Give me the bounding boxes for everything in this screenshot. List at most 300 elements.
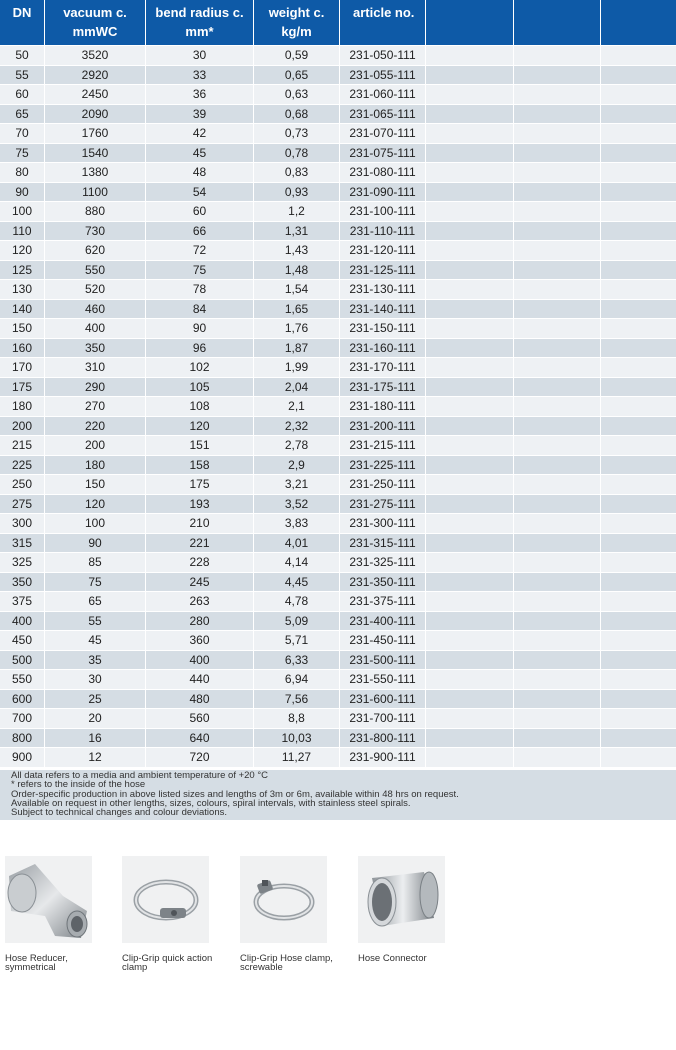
hose-clamp-image (240, 856, 327, 943)
cell-weight: 0,78 (254, 144, 340, 163)
cell-bend-radius: 66 (146, 222, 254, 241)
cell-dn: 100 (0, 202, 45, 221)
cell-empty (601, 339, 676, 358)
cell-dn: 275 (0, 495, 45, 514)
table-row (0, 514, 676, 533)
cell-dn: 215 (0, 436, 45, 455)
cell-empty (426, 358, 514, 377)
header-empty-2 (514, 0, 601, 45)
table-row (0, 397, 676, 416)
cell-bend-radius: 78 (146, 280, 254, 299)
cell-bend-radius: 360 (146, 631, 254, 650)
cell-empty (426, 475, 514, 494)
cell-weight: 1,2 (254, 202, 340, 221)
cell-dn: 90 (0, 183, 45, 202)
cell-dn: 170 (0, 358, 45, 377)
cell-article-no: 231-250-111 (340, 475, 426, 494)
cell-bend-radius: 84 (146, 300, 254, 319)
table-row (0, 46, 676, 65)
cell-empty (601, 144, 676, 163)
cell-empty (426, 222, 514, 241)
cell-article-no: 231-350-111 (340, 573, 426, 592)
cell-empty (514, 183, 601, 202)
hose-reducer-image (5, 856, 92, 943)
cell-dn: 800 (0, 729, 45, 748)
cell-dn: 600 (0, 690, 45, 709)
cell-article-no: 231-060-111 (340, 85, 426, 104)
cell-empty (601, 105, 676, 124)
cell-article-no: 231-070-111 (340, 124, 426, 143)
cell-article-no: 231-075-111 (340, 144, 426, 163)
table-body (0, 46, 676, 767)
cell-empty (426, 534, 514, 553)
cell-empty (601, 592, 676, 611)
cell-bend-radius: 640 (146, 729, 254, 748)
table-row (0, 495, 676, 514)
cell-bend-radius: 72 (146, 241, 254, 260)
cell-weight: 4,01 (254, 534, 340, 553)
cell-dn: 50 (0, 46, 45, 65)
cell-empty (514, 709, 601, 728)
cell-empty (514, 456, 601, 475)
cell-empty (601, 573, 676, 592)
cell-vacuum: 730 (45, 222, 146, 241)
cell-vacuum: 30 (45, 670, 146, 689)
cell-weight: 0,59 (254, 46, 340, 65)
cell-vacuum: 350 (45, 339, 146, 358)
cell-article-no: 231-055-111 (340, 66, 426, 85)
cell-article-no: 231-325-111 (340, 553, 426, 572)
cell-empty (601, 300, 676, 319)
cell-weight: 2,04 (254, 378, 340, 397)
cell-empty (426, 280, 514, 299)
cell-weight: 6,94 (254, 670, 340, 689)
table-row (0, 339, 676, 358)
cell-weight: 11,27 (254, 748, 340, 767)
cell-dn: 300 (0, 514, 45, 533)
cell-article-no: 231-050-111 (340, 46, 426, 65)
table-row (0, 358, 676, 377)
cell-empty (426, 183, 514, 202)
cell-vacuum: 200 (45, 436, 146, 455)
cell-bend-radius: 720 (146, 748, 254, 767)
cell-empty (514, 280, 601, 299)
cell-empty (601, 183, 676, 202)
quick-action-clamp-image (122, 856, 209, 943)
cell-dn: 200 (0, 417, 45, 436)
cell-article-no: 231-140-111 (340, 300, 426, 319)
cell-empty (426, 378, 514, 397)
cell-bend-radius: 221 (146, 534, 254, 553)
cell-article-no: 231-450-111 (340, 631, 426, 650)
table-header (0, 0, 676, 45)
cell-empty (426, 495, 514, 514)
cell-dn: 140 (0, 300, 45, 319)
cell-vacuum: 35 (45, 651, 146, 670)
header-dn: DN (0, 0, 45, 45)
cell-article-no: 231-400-111 (340, 612, 426, 631)
cell-vacuum: 85 (45, 553, 146, 572)
cell-empty (426, 748, 514, 767)
cell-empty (514, 202, 601, 221)
cell-dn: 350 (0, 573, 45, 592)
note-availability: Available on request in other lengths, sizes, colours, spiral intervals, with stainless steel spirals. (11, 797, 411, 809)
cell-vacuum: 880 (45, 202, 146, 221)
cell-article-no: 231-180-111 (340, 397, 426, 416)
cell-article-no: 231-130-111 (340, 280, 426, 299)
cell-empty (426, 105, 514, 124)
cell-dn: 315 (0, 534, 45, 553)
cell-dn: 250 (0, 475, 45, 494)
cell-article-no: 231-125-111 (340, 261, 426, 280)
cell-bend-radius: 228 (146, 553, 254, 572)
cell-empty (601, 709, 676, 728)
cell-dn: 80 (0, 163, 45, 182)
cell-vacuum: 460 (45, 300, 146, 319)
cell-empty (426, 690, 514, 709)
cell-empty (426, 397, 514, 416)
cell-empty (601, 378, 676, 397)
cell-dn: 180 (0, 397, 45, 416)
table-row (0, 300, 676, 319)
cell-empty (601, 534, 676, 553)
cell-vacuum: 1760 (45, 124, 146, 143)
cell-vacuum: 550 (45, 261, 146, 280)
cell-weight: 0,73 (254, 124, 340, 143)
cell-vacuum: 12 (45, 748, 146, 767)
table-row (0, 202, 676, 221)
cell-empty (601, 436, 676, 455)
cell-article-no: 231-215-111 (340, 436, 426, 455)
cell-empty (514, 300, 601, 319)
cell-empty (426, 670, 514, 689)
table-row (0, 280, 676, 299)
cell-bend-radius: 75 (146, 261, 254, 280)
cell-weight: 1,87 (254, 339, 340, 358)
product-hose-connector[interactable] (358, 856, 468, 963)
cell-empty (601, 729, 676, 748)
cell-empty (601, 222, 676, 241)
cell-dn: 900 (0, 748, 45, 767)
cell-bend-radius: 96 (146, 339, 254, 358)
cell-empty (426, 241, 514, 260)
cell-bend-radius: 480 (146, 690, 254, 709)
table-row (0, 319, 676, 338)
cell-empty (514, 124, 601, 143)
cell-weight: 3,21 (254, 475, 340, 494)
cell-empty (601, 553, 676, 572)
cell-empty (601, 319, 676, 338)
cell-empty (426, 612, 514, 631)
cell-weight: 1,48 (254, 261, 340, 280)
cell-weight: 10,03 (254, 729, 340, 748)
cell-article-no: 231-375-111 (340, 592, 426, 611)
cell-weight: 3,83 (254, 514, 340, 533)
cell-vacuum: 120 (45, 495, 146, 514)
cell-empty (601, 202, 676, 221)
cell-empty (601, 475, 676, 494)
cell-weight: 7,56 (254, 690, 340, 709)
cell-dn: 500 (0, 651, 45, 670)
cell-bend-radius: 45 (146, 144, 254, 163)
cell-dn: 125 (0, 261, 45, 280)
cell-bend-radius: 280 (146, 612, 254, 631)
cell-empty (514, 534, 601, 553)
cell-empty (514, 690, 601, 709)
cell-dn: 225 (0, 456, 45, 475)
cell-empty (514, 163, 601, 182)
cell-article-no: 231-550-111 (340, 670, 426, 689)
cell-empty (514, 85, 601, 104)
product-hose-reducer[interactable] (5, 856, 115, 972)
cell-vacuum: 150 (45, 475, 146, 494)
cell-bend-radius: 42 (146, 124, 254, 143)
cell-article-no: 231-150-111 (340, 319, 426, 338)
cell-article-no: 231-080-111 (340, 163, 426, 182)
table-row (0, 534, 676, 553)
note-inside-hose: * refers to the inside of the hose (11, 779, 146, 791)
cell-empty (514, 339, 601, 358)
cell-vacuum: 3520 (45, 46, 146, 65)
cell-dn: 175 (0, 378, 45, 397)
cell-article-no: 231-700-111 (340, 709, 426, 728)
footnotes (0, 770, 676, 820)
cell-empty (601, 748, 676, 767)
cell-empty (514, 573, 601, 592)
cell-bend-radius: 158 (146, 456, 254, 475)
cell-article-no: 231-225-111 (340, 456, 426, 475)
cell-empty (514, 631, 601, 650)
cell-article-no: 231-800-111 (340, 729, 426, 748)
cell-weight: 4,45 (254, 573, 340, 592)
cell-bend-radius: 210 (146, 514, 254, 533)
product-quick-action-clamp[interactable] (122, 856, 232, 972)
cell-weight: 4,78 (254, 592, 340, 611)
cell-dn: 75 (0, 144, 45, 163)
cell-empty (601, 358, 676, 377)
cell-empty (426, 163, 514, 182)
cell-empty (601, 417, 676, 436)
header-weight: weight c. kg/m (254, 0, 340, 45)
cell-vacuum: 1380 (45, 163, 146, 182)
cell-empty (426, 319, 514, 338)
cell-vacuum: 2920 (45, 66, 146, 85)
cell-vacuum: 1540 (45, 144, 146, 163)
header-empty-1 (426, 0, 514, 45)
table-row (0, 241, 676, 260)
cell-weight: 1,65 (254, 300, 340, 319)
cell-bend-radius: 193 (146, 495, 254, 514)
hose-connector-image (358, 856, 445, 943)
table-row (0, 222, 676, 241)
cell-bend-radius: 105 (146, 378, 254, 397)
cell-empty (514, 495, 601, 514)
cell-article-no: 231-110-111 (340, 222, 426, 241)
table-row (0, 378, 676, 397)
cell-article-no: 231-175-111 (340, 378, 426, 397)
cell-empty (514, 378, 601, 397)
cell-empty (426, 514, 514, 533)
cell-dn: 65 (0, 105, 45, 124)
cell-vacuum: 55 (45, 612, 146, 631)
cell-empty (514, 241, 601, 260)
cell-article-no: 231-100-111 (340, 202, 426, 221)
cell-vacuum: 2450 (45, 85, 146, 104)
cell-weight: 6,33 (254, 651, 340, 670)
table-row (0, 417, 676, 436)
cell-empty (601, 261, 676, 280)
cell-dn: 550 (0, 670, 45, 689)
header-empty-3 (601, 0, 676, 45)
cell-vacuum: 310 (45, 358, 146, 377)
note-production: Order-specific production in above listed sizes and lengths of 3m or 6m, available within 48 hrs on request. (11, 788, 459, 800)
table-row (0, 651, 676, 670)
cell-empty (426, 202, 514, 221)
cell-empty (601, 670, 676, 689)
cell-dn: 400 (0, 612, 45, 631)
cell-bend-radius: 36 (146, 85, 254, 104)
product-caption: Hose Connector (358, 953, 427, 964)
cell-empty (426, 729, 514, 748)
table-row (0, 573, 676, 592)
table-row (0, 553, 676, 572)
cell-empty (426, 709, 514, 728)
cell-empty (426, 553, 514, 572)
cell-bend-radius: 560 (146, 709, 254, 728)
cell-empty (514, 222, 601, 241)
cell-weight: 1,54 (254, 280, 340, 299)
cell-empty (601, 85, 676, 104)
cell-article-no: 231-315-111 (340, 534, 426, 553)
cell-empty (426, 300, 514, 319)
cell-bend-radius: 90 (146, 319, 254, 338)
cell-dn: 150 (0, 319, 45, 338)
cell-article-no: 231-120-111 (340, 241, 426, 260)
cell-article-no: 231-065-111 (340, 105, 426, 124)
cell-empty (426, 339, 514, 358)
table-row (0, 709, 676, 728)
cell-article-no: 231-500-111 (340, 651, 426, 670)
cell-vacuum: 75 (45, 573, 146, 592)
cell-empty (514, 651, 601, 670)
cell-weight: 1,99 (254, 358, 340, 377)
cell-vacuum: 1100 (45, 183, 146, 202)
cell-article-no: 231-275-111 (340, 495, 426, 514)
cell-weight: 5,71 (254, 631, 340, 650)
table-row (0, 436, 676, 455)
table-row (0, 631, 676, 650)
cell-empty (514, 729, 601, 748)
cell-empty (514, 319, 601, 338)
cell-weight: 8,8 (254, 709, 340, 728)
table-row (0, 163, 676, 182)
table-row (0, 105, 676, 124)
cell-empty (514, 514, 601, 533)
cell-bend-radius: 245 (146, 573, 254, 592)
cell-empty (601, 66, 676, 85)
table-row (0, 124, 676, 143)
cell-vacuum: 2090 (45, 105, 146, 124)
cell-vacuum: 220 (45, 417, 146, 436)
cell-empty (426, 631, 514, 650)
cell-weight: 2,32 (254, 417, 340, 436)
table-row (0, 261, 676, 280)
cell-empty (514, 144, 601, 163)
cell-dn: 60 (0, 85, 45, 104)
cell-bend-radius: 60 (146, 202, 254, 221)
cell-empty (514, 592, 601, 611)
cell-bend-radius: 120 (146, 417, 254, 436)
cell-dn: 375 (0, 592, 45, 611)
cell-vacuum: 400 (45, 319, 146, 338)
cell-weight: 1,76 (254, 319, 340, 338)
table-row (0, 612, 676, 631)
cell-empty (601, 651, 676, 670)
table-row (0, 592, 676, 611)
cell-empty (601, 163, 676, 182)
cell-empty (601, 124, 676, 143)
cell-dn: 120 (0, 241, 45, 260)
cell-dn: 160 (0, 339, 45, 358)
cell-empty (426, 592, 514, 611)
cell-article-no: 231-090-111 (340, 183, 426, 202)
cell-bend-radius: 440 (146, 670, 254, 689)
cell-empty (426, 456, 514, 475)
cell-weight: 1,31 (254, 222, 340, 241)
cell-weight: 0,65 (254, 66, 340, 85)
cell-bend-radius: 175 (146, 475, 254, 494)
cell-bend-radius: 48 (146, 163, 254, 182)
cell-dn: 130 (0, 280, 45, 299)
cell-empty (426, 417, 514, 436)
cell-empty (601, 514, 676, 533)
cell-empty (514, 670, 601, 689)
cell-weight: 2,78 (254, 436, 340, 455)
table-row (0, 183, 676, 202)
product-caption: Hose Reducer, symmetrical (5, 953, 68, 973)
cell-weight: 2,9 (254, 456, 340, 475)
cell-empty (601, 631, 676, 650)
cell-vacuum: 290 (45, 378, 146, 397)
cell-empty (514, 46, 601, 65)
accessory-products (0, 856, 676, 986)
cell-empty (426, 144, 514, 163)
cell-empty (601, 495, 676, 514)
cell-empty (426, 261, 514, 280)
cell-empty (426, 124, 514, 143)
cell-empty (426, 46, 514, 65)
cell-empty (426, 573, 514, 592)
product-hose-clamp[interactable] (240, 856, 350, 972)
cell-weight: 0,83 (254, 163, 340, 182)
product-caption: Clip-Grip Hose clamp, screwable (240, 953, 333, 973)
cell-vacuum: 620 (45, 241, 146, 260)
cell-bend-radius: 30 (146, 46, 254, 65)
cell-bend-radius: 400 (146, 651, 254, 670)
note-temperature: All data refers to a media and ambient temperature of +20 °C (11, 770, 269, 781)
table-row (0, 690, 676, 709)
cell-empty (514, 105, 601, 124)
note-changes: Subject to technical changes and colour deviations. (11, 807, 227, 819)
cell-vacuum: 90 (45, 534, 146, 553)
cell-empty (426, 436, 514, 455)
cell-empty (514, 475, 601, 494)
cell-article-no: 231-900-111 (340, 748, 426, 767)
cell-empty (601, 46, 676, 65)
header-bend-radius: bend radius c. mm* (146, 0, 254, 45)
cell-weight: 0,63 (254, 85, 340, 104)
cell-vacuum: 180 (45, 456, 146, 475)
